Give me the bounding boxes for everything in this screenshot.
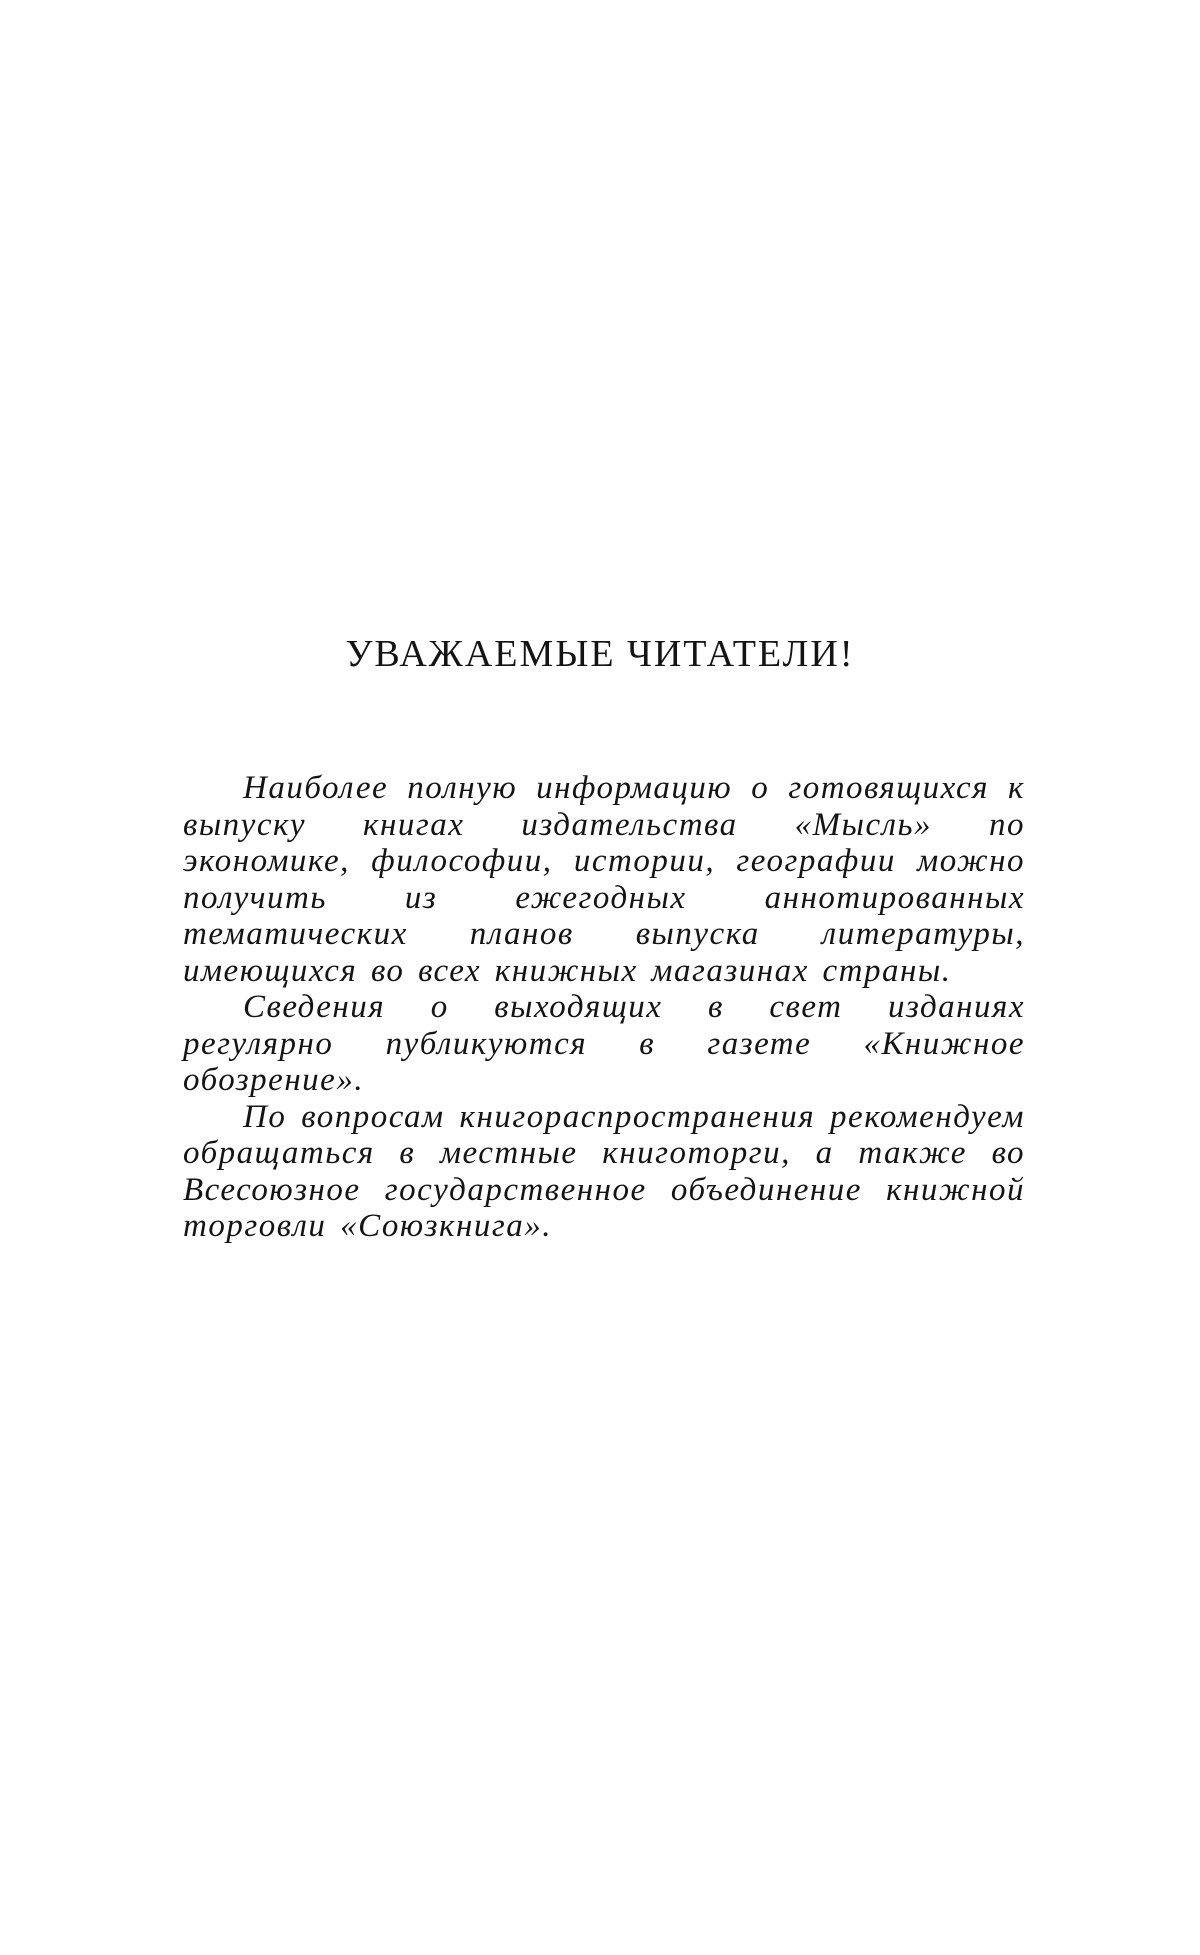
paragraph-catalog-info: Наиболее полную информацию о готовящихся к выпуску книгах издательства «Мысль» по экономике, философии, истории, географии можно получить из ежегодных аннотированных тематических планов выпуска литературы, имеющихся во всех книжных магазинах страны.	[183, 770, 1025, 989]
page-heading: УВАЖАЕМЫЕ ЧИТАТЕЛИ!	[345, 633, 855, 675]
notice-text	[183, 770, 1025, 1245]
paragraph-newspaper-info: Сведения о выходящих в свет изданиях регулярно публикуются в газете «Книжное обозрение».	[183, 989, 1025, 1098]
paragraph-distribution-info: По вопросам книгораспространения рекомендуем обращаться в местные книготорги, а также во Всесоюзное государственное объединение книжной торговли «Союзкнига».	[183, 1098, 1025, 1244]
